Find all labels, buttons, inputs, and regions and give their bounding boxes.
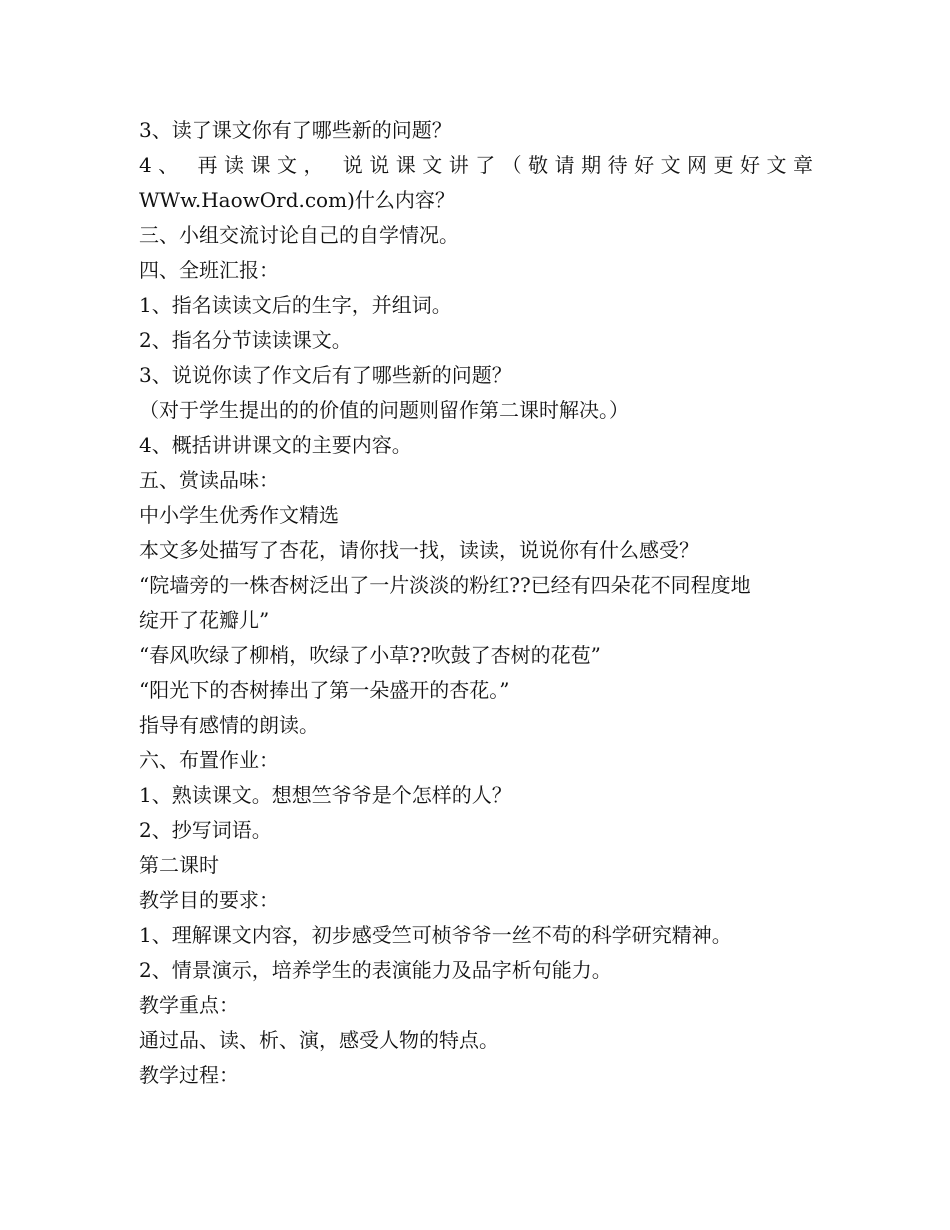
section-heading: 教学过程：: [139, 1063, 239, 1087]
text-line: （对于学生提出的的价值的问题则留作第二课时解决。）: [139, 398, 629, 422]
quote-line: “院墙旁的一株杏树泛出了一片淡淡的粉红??已经有四朵花不同程度地: [139, 573, 751, 597]
section-heading: 四、全班汇报：: [139, 258, 279, 282]
text-line: 1、理解课文内容，初步感受竺可桢爷爷一丝不苟的科学研究精神。: [139, 923, 732, 947]
text-line: 2、抄写词语。: [139, 818, 272, 842]
section-heading: 六、布置作业：: [139, 748, 279, 772]
text-line: 通过品、读、析、演，感受人物的特点。: [139, 1028, 499, 1052]
text-line: 1、熟读课文。想想竺爷爷是个怎样的人？: [139, 783, 512, 807]
text-line: 本文多处描写了杏花，请你找一找，读读，说说你有什么感受？: [139, 538, 699, 562]
text-line: 3、读了课文你有了哪些新的问题？: [139, 118, 452, 142]
section-heading: 五、赏读品味：: [139, 468, 279, 492]
quote-line: “阳光下的杏树捧出了第一朵盛开的杏花。”: [139, 678, 510, 702]
quote-line: 绽开了花瓣儿”: [139, 608, 270, 632]
text-line: 三、小组交流讨论自己的自学情况。: [139, 223, 459, 247]
quote-line: “春风吹绿了柳梢，吹绿了小草??吹鼓了杏树的花苞”: [139, 643, 601, 667]
text-line: 2、情景演示，培养学生的表演能力及品字析句能力。: [139, 958, 612, 982]
section-heading: 教学目的要求：: [139, 888, 279, 912]
text-line: 1、指名读读文后的生字，并组词。: [139, 293, 452, 317]
text-line: 4、 再读课文， 说说课文讲了（敬请期待好文网更好文章: [139, 153, 815, 177]
section-heading: 第二课时: [139, 853, 219, 877]
text-line: 中小学生优秀作文精选: [139, 503, 339, 527]
text-line: 指导有感情的朗读。: [139, 713, 319, 737]
text-line: 2、指名分节读读课文。: [139, 328, 352, 352]
text-line: WWw.HaowOrd.com)什么内容？: [139, 188, 455, 212]
section-heading: 教学重点：: [139, 993, 239, 1017]
text-line: 4、概括讲讲课文的主要内容。: [139, 433, 412, 457]
document-body: [139, 113, 815, 1093]
text-line: 3、说说你读了作文后有了哪些新的问题？: [139, 363, 512, 387]
